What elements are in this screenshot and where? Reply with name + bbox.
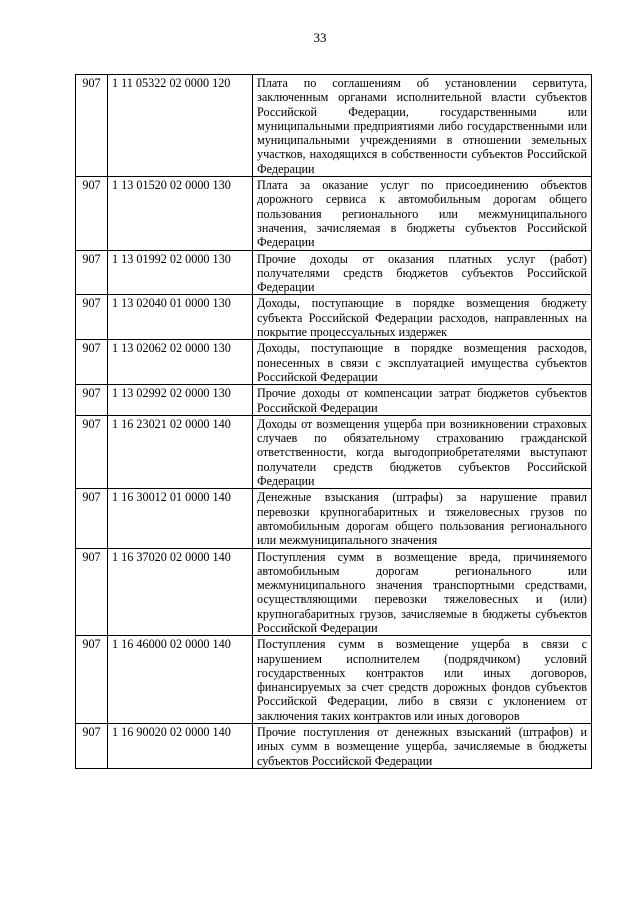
description-cell: Прочие поступления от денежных взысканий (штрафов) и иных сумм в возмещение ущерба, зачисляемые в бюджеты субъектов Российской Федерации (253, 724, 592, 769)
table-row (76, 177, 592, 250)
description-cell: Доходы, поступающие в порядке возмещения расходов, понесенных в связи с эксплуатацией имущества субъектов Российской Федерации (253, 340, 592, 385)
table-row (76, 489, 592, 548)
description-cell: Плата за оказание услуг по присоединению объектов дорожного сервиса к автомобильным дорогам общего пользования регионального или межмуниципального значения, зачисляемая в бюджеты субъектов Российской Федерации (253, 177, 592, 250)
budget-code-cell: 1 13 01520 02 0000 130 (108, 177, 253, 250)
budget-code-cell: 1 13 02040 01 0000 130 (108, 295, 253, 340)
description-cell: Прочие доходы от оказания платных услуг (работ) получателями средств бюджетов субъектов Российской Федерации (253, 250, 592, 295)
admin-code-cell: 907 (76, 177, 108, 250)
description-cell: Прочие доходы от компенсации затрат бюджетов субъектов Российской Федерации (253, 385, 592, 416)
admin-code-cell: 907 (76, 385, 108, 416)
admin-code-cell: 907 (76, 724, 108, 769)
table-row (76, 75, 592, 177)
budget-code-cell: 1 11 05322 02 0000 120 (108, 75, 253, 177)
description-cell: Плата по соглашениям об установлении сервитута, заключенным органами исполнительной власти субъектов Российской Федерации, государственными или муниципальными предприятиями либо государственными или муниципальными учреждениями в отношении земельных участков, находящихся в собственности субъектов Российской Федерации (253, 75, 592, 177)
page-number: 33 (313, 30, 327, 45)
budget-code-cell: 1 13 02062 02 0000 130 (108, 340, 253, 385)
description-cell: Поступления сумм в возмещение вреда, причиняемого автомобильным дорогам регионального или межмуниципального значения транспортными средствами, осуществляющими перевозки тяжеловесных и (или) крупногабаритных грузов, зачисляемые в бюджеты субъектов Российской Федерации (253, 548, 592, 636)
admin-code-cell: 907 (76, 489, 108, 548)
table-row (76, 295, 592, 340)
admin-code-cell: 907 (76, 548, 108, 636)
table-row (76, 415, 592, 488)
admin-code-cell: 907 (76, 636, 108, 724)
admin-code-cell: 907 (76, 415, 108, 488)
budget-code-cell: 1 13 02992 02 0000 130 (108, 385, 253, 416)
description-cell: Денежные взыскания (штрафы) за нарушение правил перевозки крупногабаритных и тяжеловесных грузов по автомобильным дорогам общего пользования регионального или межмуниципального значения (253, 489, 592, 548)
table-row (76, 548, 592, 636)
budget-code-cell: 1 13 01992 02 0000 130 (108, 250, 253, 295)
table-row (76, 385, 592, 416)
admin-code-cell: 907 (76, 75, 108, 177)
table-row (76, 636, 592, 724)
description-cell: Доходы, поступающие в порядке возмещения бюджету субъекта Российской Федерации расходов, направленных на покрытие процессуальных издержек (253, 295, 592, 340)
admin-code-cell: 907 (76, 340, 108, 385)
table-row (76, 250, 592, 295)
budget-code-cell: 1 16 23021 02 0000 140 (108, 415, 253, 488)
table-row (76, 340, 592, 385)
budget-code-cell: 1 16 46000 02 0000 140 (108, 636, 253, 724)
revenue-codes-table (75, 74, 592, 769)
description-cell: Поступления сумм в возмещение ущерба в связи с нарушением исполнителем (подрядчиком) условий государственных контрактов или иных договоров, финансируемых за счет средств дорожных фондов субъектов Российской Федерации, либо в связи с уклонением от заключения таких контрактов или иных договоров (253, 636, 592, 724)
table-row (76, 724, 592, 769)
budget-code-cell: 1 16 90020 02 0000 140 (108, 724, 253, 769)
description-cell: Доходы от возмещения ущерба при возникновении страховых случаев по обязательному страхованию гражданской ответственности, когда выгодоприобретателями выступают получатели средств бюджетов субъектов Российской Федерации (253, 415, 592, 488)
budget-code-cell: 1 16 37020 02 0000 140 (108, 548, 253, 636)
admin-code-cell: 907 (76, 250, 108, 295)
admin-code-cell: 907 (76, 295, 108, 340)
budget-code-cell: 1 16 30012 01 0000 140 (108, 489, 253, 548)
